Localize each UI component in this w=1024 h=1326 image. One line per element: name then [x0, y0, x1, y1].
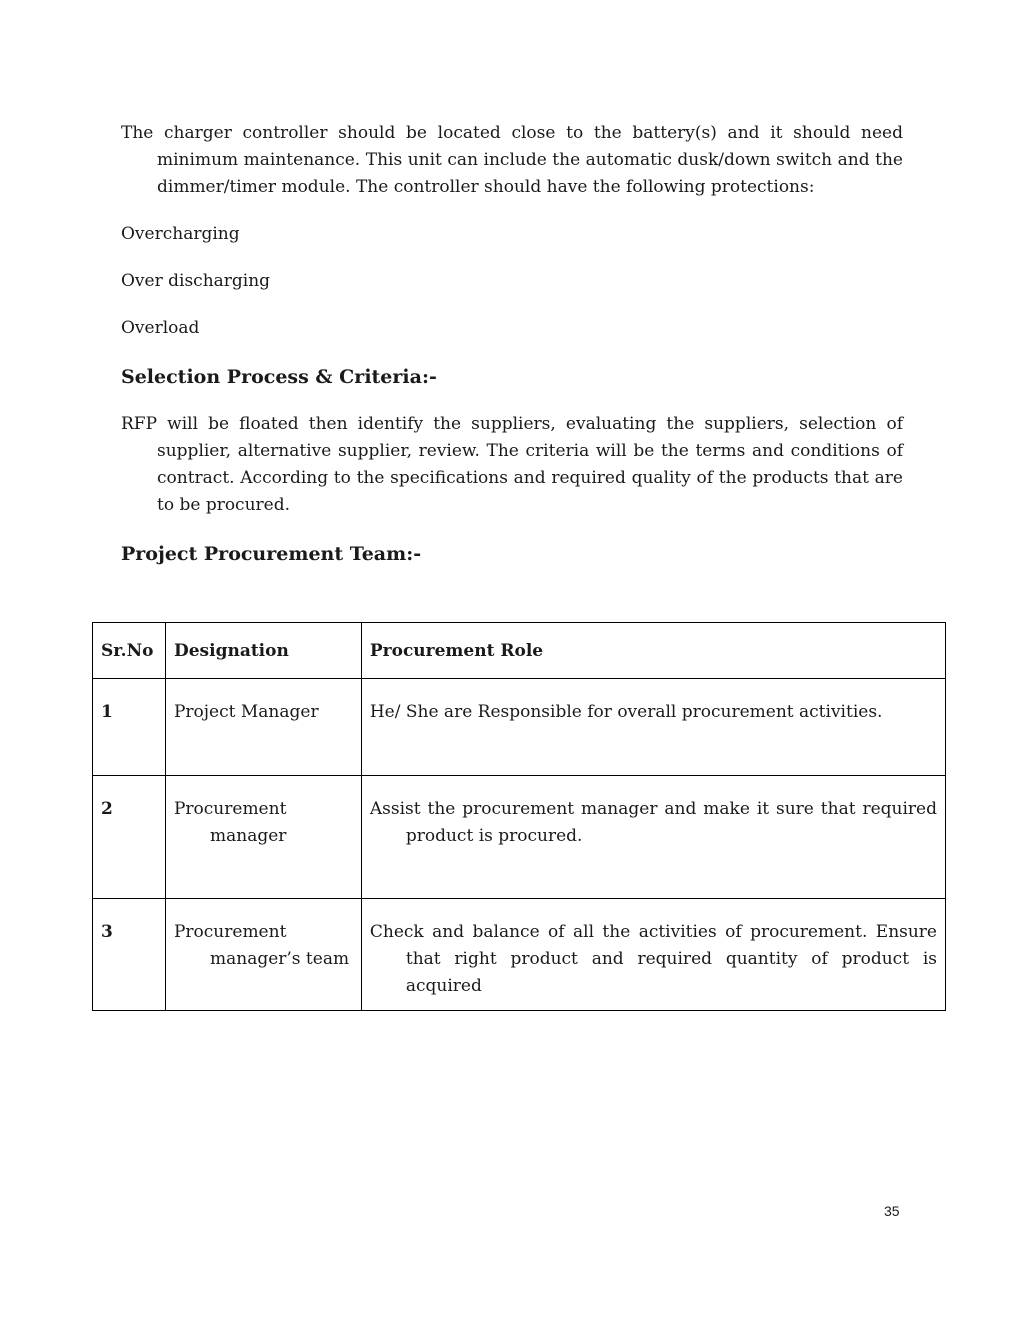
table-row — [93, 776, 946, 899]
designation-text: Procurement manager’s team — [173, 922, 350, 969]
designation-text: Procurement manager — [173, 799, 287, 846]
page-number: 35 — [884, 1203, 900, 1219]
intro-paragraph: The charger controller should be located close to the battery(s) and it should need minimum maintenance. This unit can include the automatic dusk/down switch and the dimmer/timer module. The controller should have the following protections: — [121, 123, 903, 197]
row-designation — [165, 679, 361, 776]
header-procurement-role: Procurement Role — [361, 623, 945, 679]
role-text: Assist the procurement manager and make it sure that required product is procured. — [369, 799, 937, 846]
team-heading: Project Procurement Team:- — [121, 543, 422, 565]
row-designation — [165, 899, 361, 1011]
selection-paragraph: RFP will be floated then identify the suppliers, evaluating the suppliers, selection of supplier, alternative supplier, review. The criteria will be the terms and conditions of contract. According to the specifications and required quality of the products that are to be procured. — [121, 414, 903, 515]
row-sr-no: 3 — [93, 899, 166, 1011]
protection-item-over-discharging: Over discharging — [121, 271, 271, 291]
table-header-row — [93, 623, 946, 679]
table-row — [93, 679, 946, 776]
role-text: Check and balance of all the activities of procurement. Ensure that right product and required quantity of product is acquired — [369, 922, 937, 996]
designation-text: Project Manager — [173, 702, 319, 722]
procurement-team-table — [92, 622, 946, 1011]
header-designation: Designation — [165, 623, 361, 679]
protection-item-overload: Overload — [121, 318, 200, 338]
protection-item-overcharging: Overcharging — [121, 224, 240, 244]
selection-heading: Selection Process & Criteria:- — [121, 366, 437, 388]
role-text: He/ She are Responsible for overall procurement activities. — [369, 702, 883, 722]
header-sr-no: Sr.No — [93, 623, 166, 679]
row-role — [361, 679, 945, 776]
row-designation — [165, 776, 361, 899]
table-row — [93, 899, 946, 1011]
row-sr-no: 1 — [93, 679, 166, 776]
row-sr-no: 2 — [93, 776, 166, 899]
row-role — [361, 776, 945, 899]
row-role — [361, 899, 945, 1011]
